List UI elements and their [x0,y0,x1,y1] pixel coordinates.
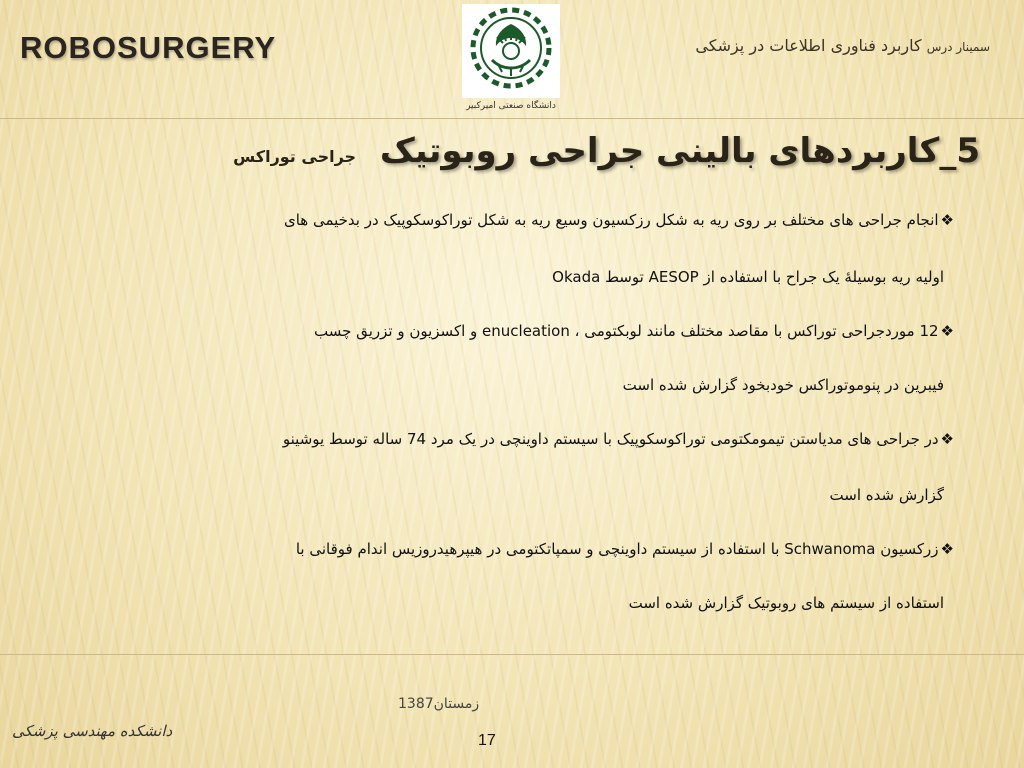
bullet-3-line-1 [283,428,954,450]
course-title-prefix: سمینار درس [926,40,990,54]
slide-heading [233,131,980,171]
diamond-bullet-icon: ❖ [940,211,954,229]
course-title-main: کاربرد فناوری اطلاعات در پزشکی [695,36,922,55]
logo-caption: دانشگاه صنعتی امیرکبیر [466,101,556,111]
header-divider [0,118,1024,119]
bullet-4-text: زرکسیون Schwanoma با استفاده از سیستم داوینچی و سمپاتکتومی در هیپرهیدروزیس اندام فوقانی با [295,540,939,558]
bullet-3-line-2: گزارش شده است [829,486,944,504]
bullet-4-line-1 [296,538,954,560]
bullet-2-line-2: فیبرین در پنوموتوراکس خودبخود گزارش شده است [622,376,944,394]
diamond-bullet-icon: ❖ [940,322,954,340]
bullet-4-line-2: استفاده از سیستم های روبوتیک گزارش شده است [628,594,944,612]
diamond-bullet-icon: ❖ [940,540,954,558]
app-title: ROBOSURGERY [20,30,277,65]
bullet-1-line-1 [284,209,954,231]
bullet-2-line-1 [314,320,954,342]
semester-label: زمستان1387 [398,696,480,712]
slide-heading-main: 5_کاربردهای بالینی جراحی روبوتیک [379,131,980,171]
diamond-bullet-icon: ❖ [940,430,954,448]
course-title [695,36,990,55]
footer-divider [0,654,1024,655]
bullet-3-text: در جراحی های مدیاستن تیمومکتومی توراکوسکوپیک با سیستم داوینچی در یک مرد 74 ساله توسط یوشینو [282,430,939,448]
page-number: 17 [478,732,496,749]
slide-subheading: جراحی توراکس [233,147,357,166]
bullet-1-line-2: اولیه ریه بوسیلۀ یک جراح با استفاده از AESOP توسط Okada [552,268,944,286]
bullet-1-text: انجام جراحی های مختلف بر روی ریه به شکل رزکسیون وسیع ریه به شکل توراکوسکوپیک در بدخیمی های [283,211,939,229]
bullet-2-text: 12 موردجراحی توراکس با مقاصد مختلف مانند لوبکتومی ، enucleation و اکسزیون و تزریق چسب [314,322,939,340]
university-logo [462,4,560,98]
logo-emblem-icon [462,4,560,98]
department-label: دانشکده مهندسی پزشکی [12,722,173,740]
